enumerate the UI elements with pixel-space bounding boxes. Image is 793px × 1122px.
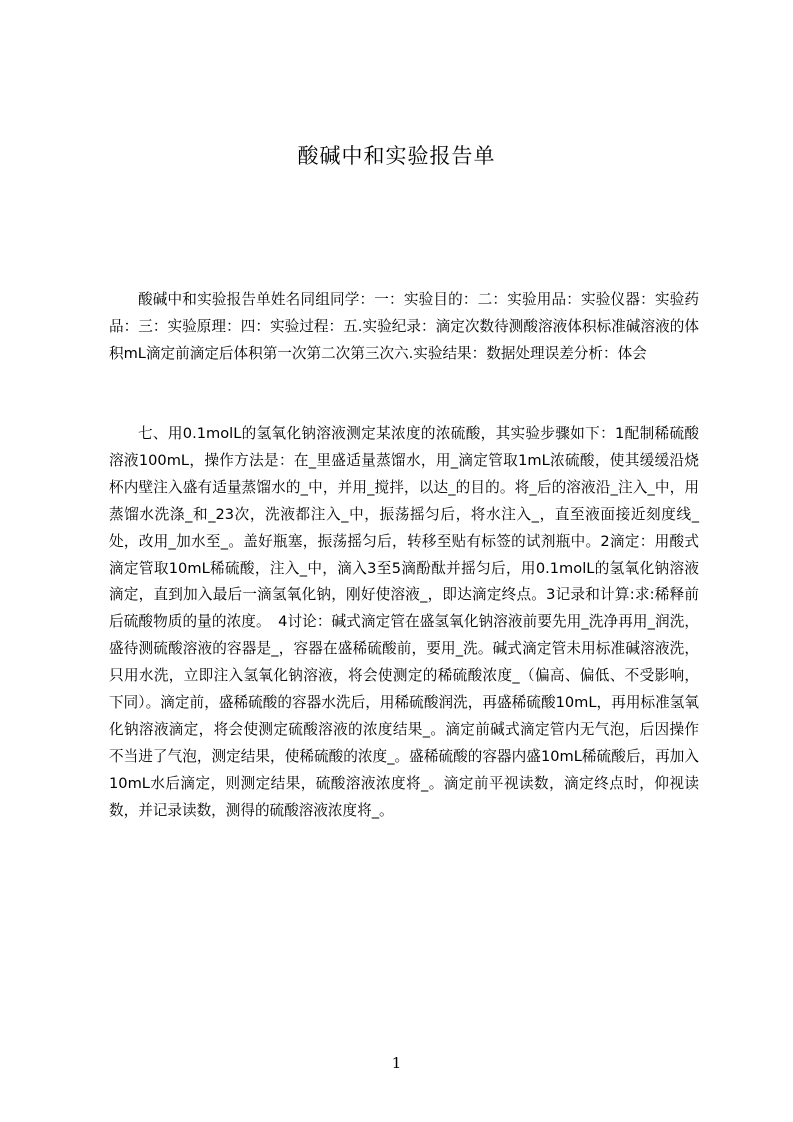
document-title: 酸碱中和实验报告单 xyxy=(297,144,496,168)
paragraph-report-form: 酸碱中和实验报告单姓名同组同学：一：实验目的：二：实验用品：实验仪器：实验药品：三：实验原理：四：实验过程：五.实验纪录：滴定次数待测酸溶液体积标准碱溶液的体积mL滴定前滴定后体积第一次第二次第三次六.实验结果：数据处理误差分析：体会 xyxy=(109,291,699,362)
paragraph-titration-question: 七、用0.1molL的氢氧化钠溶液测定某浓度的浓硫酸，其实验步骤如下：1配制稀硫酸溶液100mL，操作方法是：在_里盛适量蒸馏水，用_滴定管取1mL浓硫酸，使其缓缓沿烧杯内壁注入盛有适量蒸馏水的_中，并用_搅拌，以达_的目的。将_后的溶液沿_注入_中，用蒸馏水洗涤_和_23次，洗液都注入_中，振荡摇匀后，将水注入_，直至液面接近刻度线_处，改用_加水至_。盖好瓶塞，振荡摇匀后，转移至贴有标签的试剂瓶中。2滴定：用酸式滴定管取10mL稀硫酸，注入_中，滴入3至5滴酚酞并摇匀后，用0.1molL的氢氧化钠溶液滴定，直到加入最后一滴氢氧化钠，刚好使溶液_，即达滴定终点。3记录和计算:求:稀释前后硫酸物质的量的浓度。 4讨论：碱式滴定管在盛氢氧化钠溶液前要先用_洗净再用_润洗，盛待测硫酸溶液的容器是_，容器在盛稀硫酸前，要用_洗。碱式滴定管未用标准碱溶液洗，只用水洗，立即注入氢氧化钠溶液，将会使测定的稀硫酸浓度_（偏高、偏低、不受影响，下同）。滴定前，盛稀硫酸的容器水洗后，用稀硫酸润洗，再盛稀硫酸10mL，再用标准氢氧化钠溶液滴定，将会使测定硫酸溶液的浓度结果_。滴定前碱式滴定管内无气泡，后因操作不当进了气泡，测定结果，使稀硫酸的浓度_。盛稀硫酸的容器内盛10mL稀硫酸后，再加入10mL水后滴定，则测定结果，硫酸溶液浓度将_。滴定前平视读数，滴定终点时，仰视读数，并记录读数，测得的硫酸溶液浓度将_。 xyxy=(109,425,699,819)
page-number: 1 xyxy=(391,1054,402,1072)
